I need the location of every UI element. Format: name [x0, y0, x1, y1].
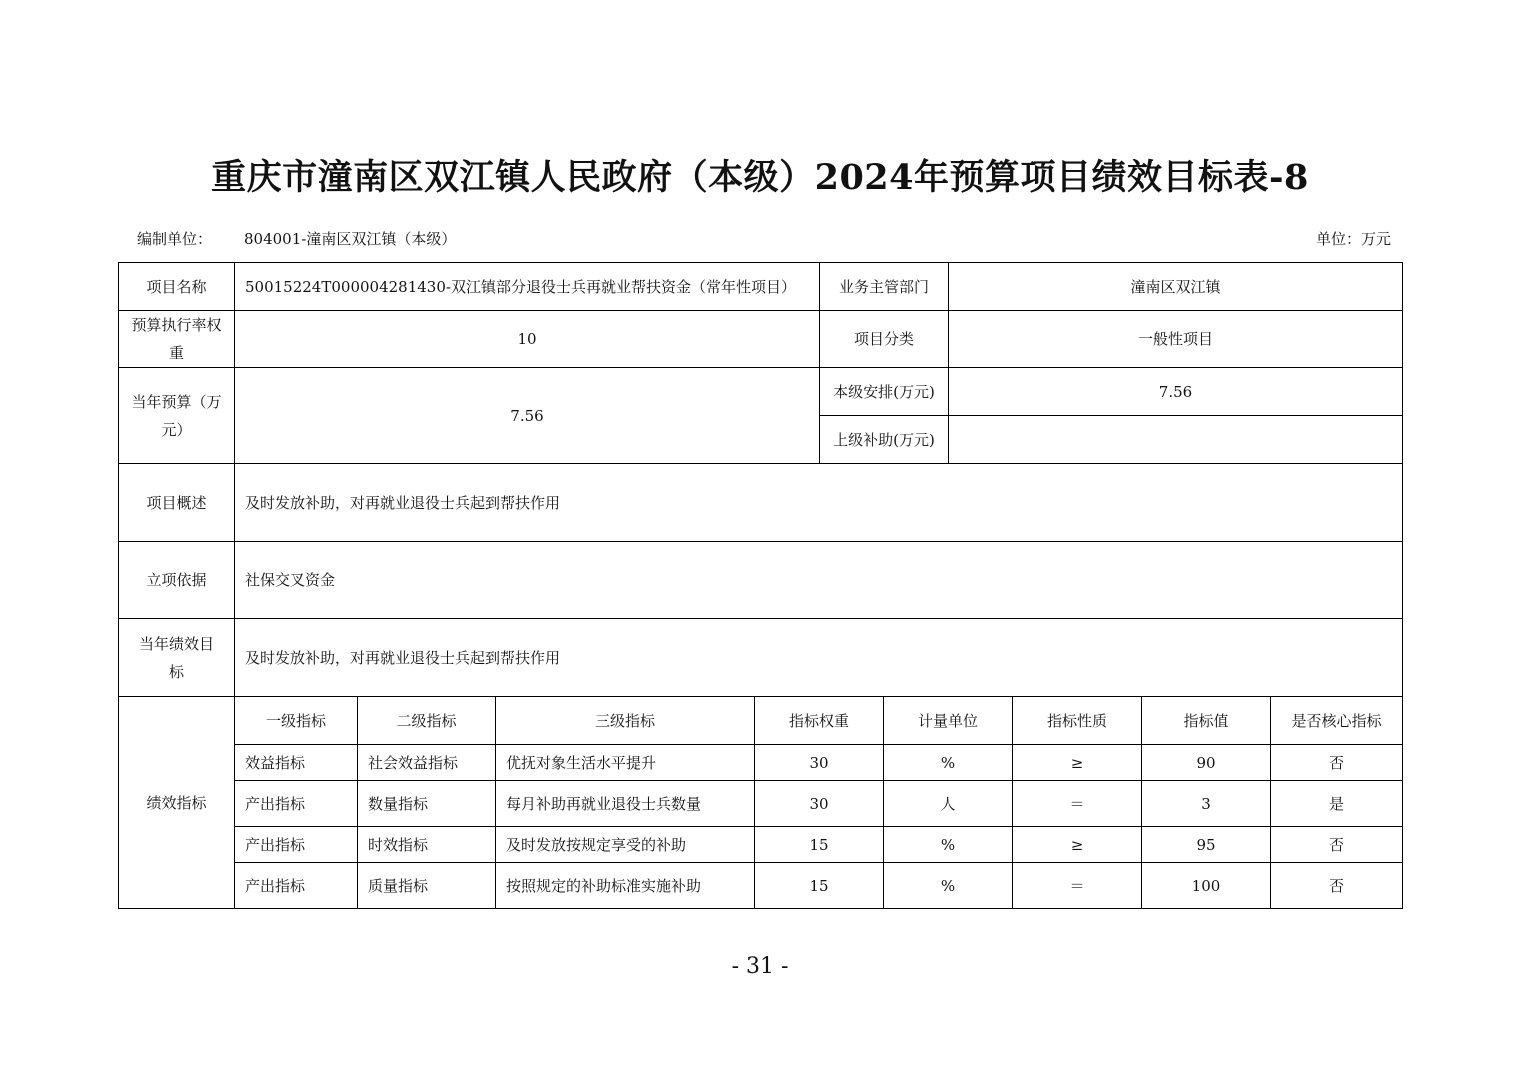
overview-value: 及时发放补助，对再就业退役士兵起到帮扶作用 [235, 464, 1403, 542]
nature-cell: ＝ [1013, 863, 1142, 909]
table-row [119, 827, 1403, 863]
performance-indicator-table [118, 696, 1403, 909]
header-unit: 计量单位 [884, 697, 1013, 745]
unit-cell: 人 [884, 781, 1013, 827]
value-cell: 3 [1142, 781, 1271, 827]
page-number: - 31 - [731, 954, 789, 979]
higher-subsidy-value [949, 416, 1403, 464]
nature-cell: ＝ [1013, 781, 1142, 827]
budget-value: 7.56 [235, 368, 820, 464]
weight-cell: 15 [755, 827, 884, 863]
local-arrangement-label: 本级安排(万元) [820, 368, 949, 416]
header-level1: 一级指标 [235, 697, 358, 745]
table-row [119, 781, 1403, 827]
dept-label: 业务主管部门 [820, 263, 949, 311]
header-level3: 三级指标 [496, 697, 755, 745]
core-cell: 否 [1271, 827, 1403, 863]
level2-cell: 社会效益指标 [358, 745, 496, 781]
unit-cell: % [884, 827, 1013, 863]
table-row [119, 863, 1403, 909]
level2-cell: 数量指标 [358, 781, 496, 827]
value-cell: 95 [1142, 827, 1271, 863]
nature-cell: ≥ [1013, 827, 1142, 863]
weight-label: 预算执行率权重 [119, 311, 235, 368]
core-cell: 否 [1271, 745, 1403, 781]
goal-label: 当年绩效目标 [119, 619, 235, 697]
weight-value: 10 [235, 311, 820, 368]
level3-cell: 及时发放按规定享受的补助 [496, 827, 755, 863]
level3-cell: 每月补助再就业退役士兵数量 [496, 781, 755, 827]
currency-unit: 单位：万元 [1315, 230, 1391, 248]
header-value: 指标值 [1142, 697, 1271, 745]
level1-cell: 产出指标 [235, 781, 358, 827]
header-core: 是否核心指标 [1271, 697, 1403, 745]
basis-label: 立项依据 [119, 542, 235, 619]
weight-cell: 15 [755, 863, 884, 909]
unit-cell: % [884, 745, 1013, 781]
local-arrangement-value: 7.56 [949, 368, 1403, 416]
budget-label: 当年预算（万元） [119, 368, 235, 464]
weight-cell: 30 [755, 781, 884, 827]
value-cell: 90 [1142, 745, 1271, 781]
unit-cell: % [884, 863, 1013, 909]
higher-subsidy-label: 上级补助(万元) [820, 416, 949, 464]
level3-cell: 优抚对象生活水平提升 [496, 745, 755, 781]
core-cell: 否 [1271, 863, 1403, 909]
category-label: 项目分类 [820, 311, 949, 368]
header-weight: 指标权重 [755, 697, 884, 745]
level1-cell: 效益指标 [235, 745, 358, 781]
level1-cell: 产出指标 [235, 827, 358, 863]
header-nature: 指标性质 [1013, 697, 1142, 745]
level1-cell: 产出指标 [235, 863, 358, 909]
basis-value: 社保交叉资金 [235, 542, 1403, 619]
performance-label: 绩效指标 [119, 697, 235, 909]
value-cell: 100 [1142, 863, 1271, 909]
goal-value: 及时发放补助，对再就业退役士兵起到帮扶作用 [235, 619, 1403, 697]
table-row [119, 745, 1403, 781]
dept-value: 潼南区双江镇 [949, 263, 1403, 311]
compiling-unit-label: 编制单位： [137, 230, 213, 248]
overview-label: 项目概述 [119, 464, 235, 542]
nature-cell: ≥ [1013, 745, 1142, 781]
project-name-label: 项目名称 [119, 263, 235, 311]
compiling-unit-value: 804001-潼南区双江镇（本级） [244, 230, 457, 248]
level2-cell: 时效指标 [358, 827, 496, 863]
core-cell: 是 [1271, 781, 1403, 827]
page-title: 重庆市潼南区双江镇人民政府（本级）2024年预算项目绩效目标表-8 [211, 157, 1309, 198]
project-info-table [118, 262, 1403, 697]
project-name-value: 50015224T000004281430-双江镇部分退役士兵再就业帮扶资金（常年性项目） [235, 263, 820, 311]
level3-cell: 按照规定的补助标准实施补助 [496, 863, 755, 909]
level2-cell: 质量指标 [358, 863, 496, 909]
weight-cell: 30 [755, 745, 884, 781]
header-level2: 二级指标 [358, 697, 496, 745]
category-value: 一般性项目 [949, 311, 1403, 368]
